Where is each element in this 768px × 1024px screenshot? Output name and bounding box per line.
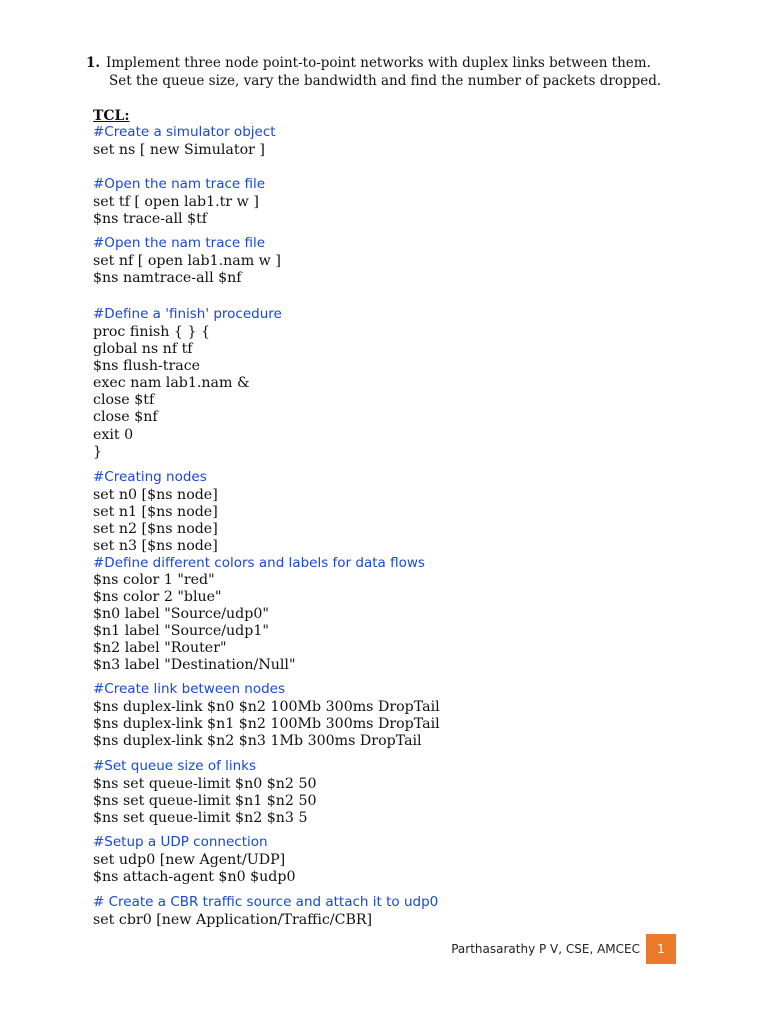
footer-author: Parthasarathy P V, CSE, AMCEC: [451, 942, 640, 956]
code-line: set cbr0 [new Application/Traffic/CBR]: [93, 912, 373, 928]
code-line: proc finish { } {: [93, 324, 211, 340]
question-number: 1.: [86, 55, 101, 71]
code-comment: #Define different colors and labels for data flows: [93, 555, 425, 571]
code-comment: #Open the nam trace file: [93, 235, 266, 251]
code-line: $n1 label "Source/udp1": [93, 623, 269, 639]
code-line: $ns duplex-link $n2 $n3 1Mb 300ms DropTail: [93, 733, 422, 749]
code-line: $ns color 2 "blue": [93, 589, 222, 605]
code-comment: #Create link between nodes: [93, 681, 286, 697]
code-line: $n2 label "Router": [93, 640, 227, 656]
code-comment: #Open the nam trace file: [93, 176, 266, 192]
code-line: }: [93, 444, 103, 460]
code-line: exit 0: [93, 427, 134, 443]
code-comment: #Create a simulator object: [93, 124, 276, 140]
code-line: set n1 [$ns node]: [93, 504, 218, 520]
code-line: $ns duplex-link $n0 $n2 100Mb 300ms DropTail: [93, 699, 440, 715]
code-line: set n3 [$ns node]: [93, 538, 218, 554]
question-text-line-2: Set the queue size, vary the bandwidth and find the number of packets dropped.: [109, 73, 662, 89]
page-number: 1: [657, 942, 665, 956]
code-line: set tf [ open lab1.tr w ]: [93, 194, 259, 210]
code-line: exec nam lab1.nam &: [93, 375, 250, 391]
code-line: global ns nf tf: [93, 341, 193, 357]
code-line: $ns duplex-link $n1 $n2 100Mb 300ms DropTail: [93, 716, 440, 732]
code-comment: #Creating nodes: [93, 469, 207, 485]
code-line: $ns set queue-limit $n2 $n3 5: [93, 810, 308, 826]
tcl-heading: TCL:: [93, 108, 130, 124]
code-line: close $nf: [93, 409, 158, 425]
code-line: $n0 label "Source/udp0": [93, 606, 269, 622]
code-comment: #Define a 'finish' procedure: [93, 306, 282, 322]
code-line: set n0 [$ns node]: [93, 487, 218, 503]
code-line: $ns set queue-limit $n0 $n2 50: [93, 776, 317, 792]
code-line: set nf [ open lab1.nam w ]: [93, 253, 281, 269]
code-line: close $tf: [93, 392, 155, 408]
code-comment: #Setup a UDP connection: [93, 834, 268, 850]
code-line: $ns set queue-limit $n1 $n2 50: [93, 793, 317, 809]
code-line: $ns namtrace-all $nf: [93, 270, 242, 286]
code-line: set ns [ new Simulator ]: [93, 142, 265, 158]
code-line: $ns attach-agent $n0 $udp0: [93, 869, 296, 885]
code-line: $ns flush-trace: [93, 358, 201, 374]
question-text-line-1: Implement three node point-to-point networks with duplex links between them.: [106, 55, 651, 71]
code-line: $ns trace-all $tf: [93, 211, 208, 227]
code-comment: #Set queue size of links: [93, 758, 257, 774]
code-comment: # Create a CBR traffic source and attach it to udp0: [93, 894, 439, 910]
code-line: set n2 [$ns node]: [93, 521, 218, 537]
page-number-badge: [646, 934, 676, 964]
code-line: set udp0 [new Agent/UDP]: [93, 852, 286, 868]
code-line: $ns color 1 "red": [93, 572, 215, 588]
code-line: $n3 label "Destination/Null": [93, 657, 296, 673]
